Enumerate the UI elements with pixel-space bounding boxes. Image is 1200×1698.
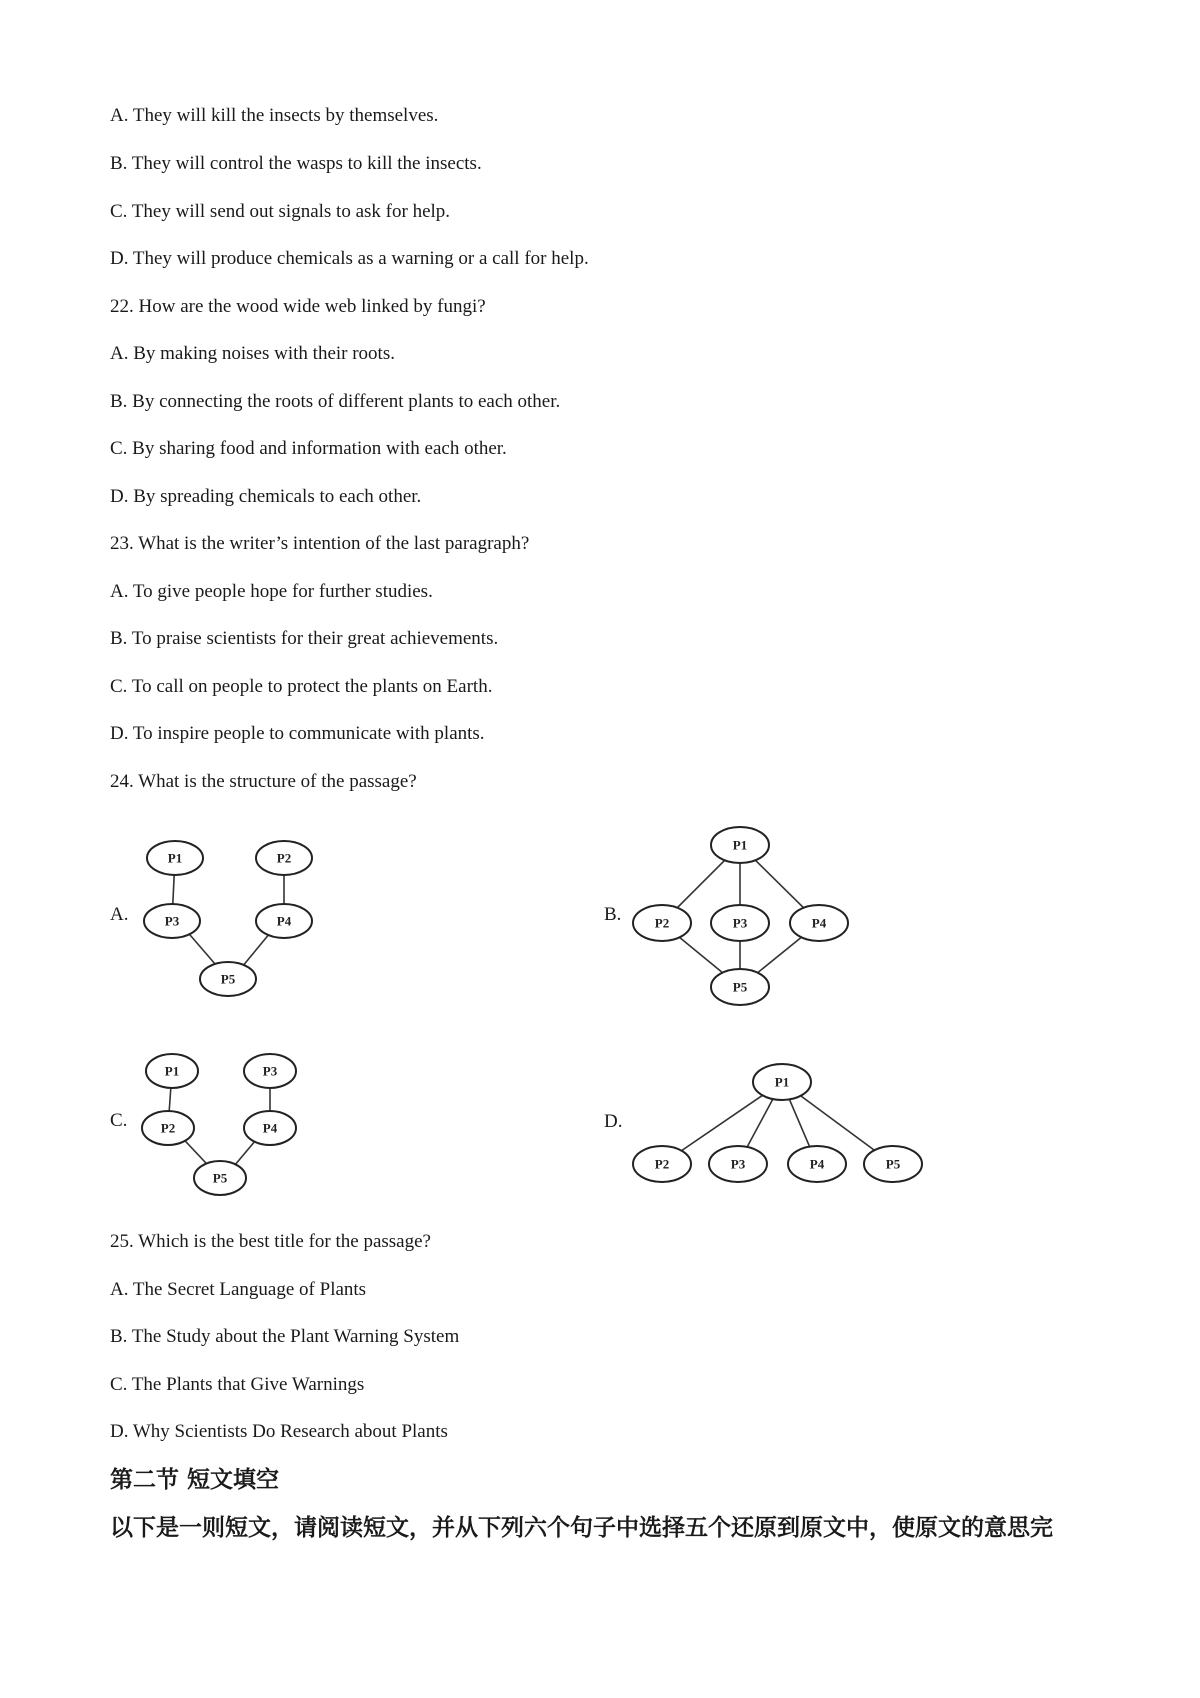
diagram-d-text-p5: P5 — [885, 1156, 901, 1172]
q25-option-c: C. The Plants that Give Warnings — [110, 1374, 365, 1395]
q22-option-c: C. By sharing food and information with each other. — [110, 438, 507, 459]
diagram-b — [630, 822, 860, 1012]
diagram-a-text-p3: P3 — [164, 913, 180, 929]
q22-option-d: D. By spreading chemicals to each other. — [110, 486, 422, 507]
q22-option-b: B. By connecting the roots of different plants to each other. — [110, 391, 561, 412]
diagram-b-text-p5: P5 — [732, 979, 748, 995]
q22-option-a: A. By making noises with their roots. — [110, 343, 395, 364]
q23-option-a: A. To give people hope for further studies. — [110, 581, 433, 602]
diagram-d — [625, 1058, 935, 1188]
diagram-b-label: B. — [604, 904, 622, 925]
q24-question: 24. What is the structure of the passage? — [110, 771, 417, 792]
diagram-c-text-p2: P2 — [160, 1120, 176, 1136]
section-title: 第二节 短文填空 — [110, 1467, 280, 1493]
q21-option-a: A. They will kill the insects by themselves. — [110, 105, 439, 126]
diagram-b-text-p2: P2 — [654, 915, 670, 931]
q25-option-a: A. The Secret Language of Plants — [110, 1279, 367, 1300]
q21-option-d: D. They will produce chemicals as a warning or a call for help. — [110, 248, 589, 269]
diagram-a — [140, 828, 330, 998]
q21-option-c: C. They will send out signals to ask for help. — [110, 201, 451, 222]
diagram-d-text-p2: P2 — [654, 1156, 670, 1172]
diagram-a-text-p4: P4 — [276, 913, 292, 929]
diagram-c — [140, 1050, 310, 1200]
q23-option-c: C. To call on people to protect the plants on Earth. — [110, 676, 493, 697]
q23-question: 23. What is the writer’s intention of the last paragraph? — [110, 533, 530, 554]
diagram-c-text-p5: P5 — [212, 1170, 228, 1186]
q25-option-b: B. The Study about the Plant Warning System — [110, 1326, 460, 1347]
q23-option-d: D. To inspire people to communicate with plants. — [110, 723, 485, 744]
diagram-c-text-p1: P1 — [164, 1063, 180, 1079]
diagram-b-text-p1: P1 — [732, 837, 748, 853]
diagram-a-text-p2: P2 — [276, 850, 292, 866]
diagram-c-label: C. — [110, 1110, 128, 1131]
diagram-a-label: A. — [110, 904, 129, 925]
diagram-a-text-p5: P5 — [220, 971, 236, 987]
q25-question: 25. Which is the best title for the passage? — [110, 1231, 431, 1252]
diagram-b-text-p4: P4 — [811, 915, 827, 931]
q22-question: 22. How are the wood wide web linked by fungi? — [110, 296, 486, 317]
q23-option-b: B. To praise scientists for their great achievements. — [110, 628, 499, 649]
diagram-c-text-p4: P4 — [262, 1120, 278, 1136]
diagram-d-label: D. — [604, 1111, 623, 1132]
diagram-d-text-p4: P4 — [809, 1156, 825, 1172]
diagram-a-text-p1: P1 — [167, 850, 183, 866]
diagram-d-text-p1: P1 — [774, 1074, 790, 1090]
q21-option-b: B. They will control the wasps to kill the insects. — [110, 153, 482, 174]
diagram-b-text-p3: P3 — [732, 915, 748, 931]
diagram-c-text-p3: P3 — [262, 1063, 278, 1079]
q25-option-d: D. Why Scientists Do Research about Plants — [110, 1421, 448, 1442]
section-instruction: 以下是一则短文，请阅读短文，并从下列六个句子中选择五个还原到原文中，使原文的意思完 — [110, 1515, 1053, 1541]
diagram-d-text-p3: P3 — [730, 1156, 746, 1172]
